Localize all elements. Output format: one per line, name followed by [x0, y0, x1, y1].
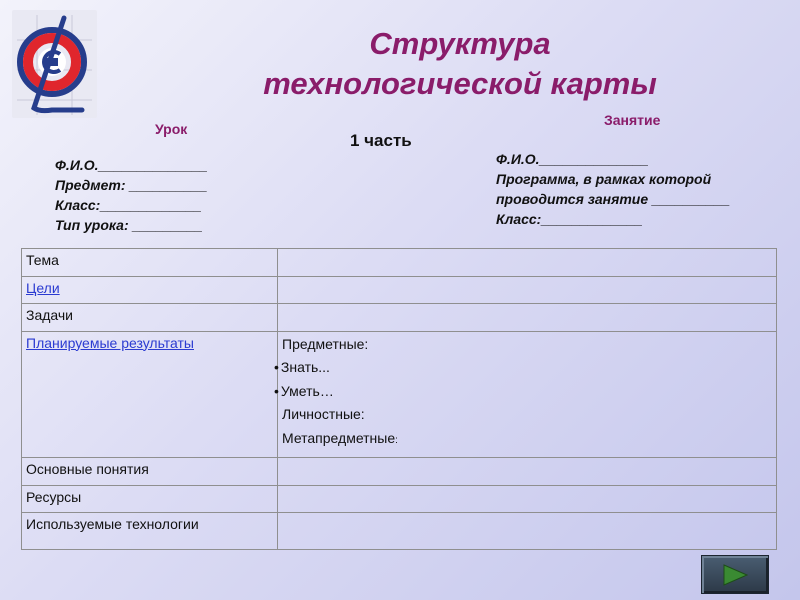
planned-meta: Метапредметные [282, 429, 396, 446]
next-slide-button[interactable] [701, 555, 769, 594]
title-line-2: технологической карты [263, 66, 657, 101]
session-fields [496, 149, 730, 229]
session-field-program: Программа, в рамках которой [496, 171, 712, 187]
part-label: 1 часть [350, 131, 412, 150]
planned-know: • Знать... [282, 356, 772, 380]
row-label-resources: Ресурсы [22, 485, 278, 513]
lesson-fields [55, 155, 208, 235]
session-field-class: Класс:_____________ [496, 211, 643, 227]
lesson-heading: Урок [155, 121, 188, 137]
planned-can: • Уметь… [282, 380, 772, 404]
row-value-technologies[interactable] [278, 513, 777, 550]
planned-personal: Личностные: [282, 406, 365, 422]
session-field-name: Ф.И.О.______________ [496, 151, 649, 167]
session-field-program-cont: проводится занятие __________ [496, 191, 730, 207]
table-row [22, 304, 777, 332]
tech-card-table [21, 248, 777, 550]
row-label-planned-results [22, 331, 278, 458]
planned-results-link[interactable]: Планируемые результаты [26, 334, 194, 351]
row-label-topic: Тема [22, 249, 278, 277]
row-value-tasks[interactable] [278, 304, 777, 332]
title-line-1: Структура [369, 26, 551, 61]
planned-subject: Предметные: [282, 335, 369, 352]
play-arrow-icon [720, 563, 750, 587]
planned-meta-colon: : [395, 434, 398, 446]
logo-icon [12, 10, 97, 118]
table-row [22, 276, 777, 304]
page-title [120, 24, 800, 104]
planned-meta-wrap [282, 427, 772, 453]
row-value-topic[interactable] [278, 249, 777, 277]
lesson-field-type: Тип урока: _________ [55, 217, 203, 233]
row-label-concepts: Основные понятия [22, 458, 278, 486]
goals-link[interactable]: Цели [26, 279, 60, 296]
lesson-field-subject: Предмет: __________ [55, 177, 208, 193]
row-value-planned-results[interactable] [278, 331, 777, 458]
row-label-tasks: Задачи [22, 304, 278, 332]
table-row [22, 249, 777, 277]
row-value-concepts[interactable] [278, 458, 777, 486]
logo [12, 10, 97, 118]
row-value-resources[interactable] [278, 485, 777, 513]
table-row [22, 513, 777, 550]
lesson-field-name: Ф.И.О.______________ [55, 157, 208, 173]
table-row [22, 331, 777, 458]
session-heading: Занятие [604, 112, 661, 128]
row-label-technologies: Используемые технологии [22, 513, 278, 550]
row-label-goals [22, 276, 278, 304]
table-row [22, 485, 777, 513]
row-value-goals[interactable] [278, 276, 777, 304]
lesson-field-class: Класс:_____________ [55, 197, 202, 213]
table-row [22, 458, 777, 486]
